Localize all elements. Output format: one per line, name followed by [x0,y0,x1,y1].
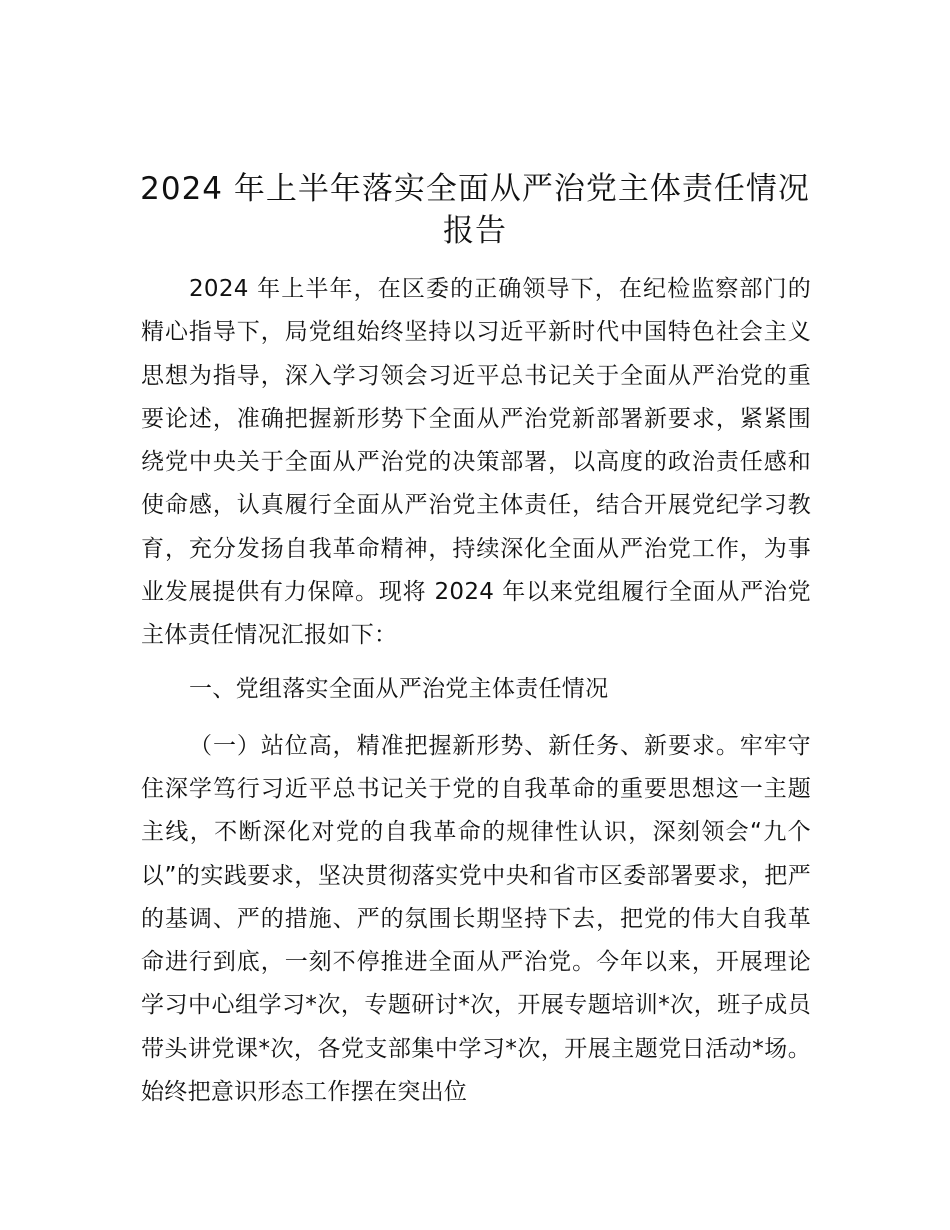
intro-paragraph: 2024 年上半年，在区委的正确领导下，在纪检监察部门的精心指导下，局党组始终坚持以习近平新时代中国特色社会主义思想为指导，深入学习领会习近平总书记关于全面从严治党的重要论述，准确把握新形势下全面从严治党新部署新要求，紧紧围绕党中央关于全面从严治党的决策部署，以高度的政治责任感和使命感，认真履行全面从严治党主体责任，结合开展党纪学习教育，充分发扬自我革命精神，持续深化全面从严治党工作，为事业发展提供有力保障。现将 2024 年以来党组履行全面从严治党主体责任情况汇报如下： [141,276,811,649]
document-body [141,268,811,1120]
section-heading: 一、党组落实全面从严治党主体责任情况 [189,675,609,702]
document-title: 2024 年上半年落实全面从严治党主体责任情况报告 [140,171,810,249]
section-paragraph: （一）站位高，精准把握新形势、新任务、新要求。牢牢守住深学笃行习近平总书记关于党的自我革命的重要思想这一主题主线，不断深化对党的自我革命的规律性认识，深刻领会“九个以”的实践要求，坚决贯彻落实党中央和省市区委部署要求，把严的基调、严的措施、严的氛围长期坚持下去，把党的伟大自我革命进行到底，一刻不停推进全面从严治党。今年以来，开展理论学习中心组学习*次，专题研讨*次，开展专题培训*次，班子成员带头讲党课*次，各党支部集中学习*次，开展主题党日活动*场。始终把意识形态工作摆在突出位 [141,732,811,1106]
